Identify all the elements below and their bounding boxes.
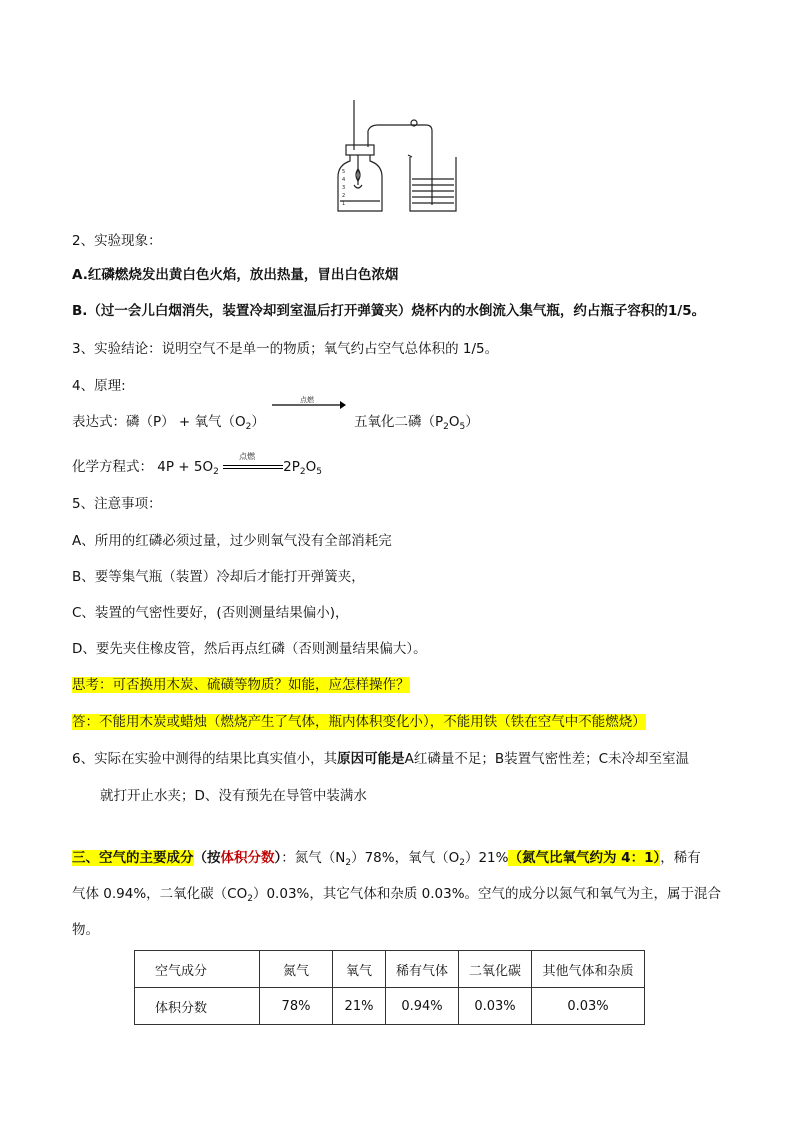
think-question: 思考：可否换用木炭、硫磺等物质？如能，应怎样操作？ bbox=[72, 677, 410, 693]
note-b: B、要等集气瓶（装置）冷却后才能打开弹簧夹， bbox=[72, 569, 365, 585]
part-3-line1: 三、空气的主要成分（按体积分数）：氮气$(N_2)78\%$，氧气$(O_2)21\%$（氮气比氧气约为 4：1），稀有 bbox=[72, 850, 701, 868]
table-header-cell: 稀有气体 bbox=[386, 951, 459, 988]
section-4-title: 4、原理: bbox=[72, 378, 126, 394]
svg-text:3: 3 bbox=[342, 185, 346, 191]
chemical-equation: 化学方程式： $4P + 5O_2$ 点燃 $2P_2O_5$ bbox=[72, 452, 323, 477]
section-6-line1: 6、实际在实验中测得的结果比真实值小，其原因可能是A红磷量不足；B装置气密性差；C未冷却至室温 bbox=[72, 751, 690, 767]
table-header-cell: 氮气 bbox=[260, 951, 333, 988]
observation-a: A.红磷燃烧发出黄白色火焰，放出热量，冒出白色浓烟 bbox=[72, 267, 399, 283]
table-cell: 21% bbox=[333, 988, 386, 1025]
svg-text:1: 1 bbox=[342, 201, 346, 207]
word-expression: 表达式：磷（P） + 氧气$(O_2)$ bbox=[72, 414, 265, 432]
answer-text: 答：不能用木炭或蜡烛（燃烧产生了气体，瓶内体积变化小），不能用铁（铁在空气中不能燃烧） bbox=[72, 714, 646, 730]
table-row bbox=[135, 988, 645, 1025]
equation-condition-label: 点燃 bbox=[239, 452, 256, 461]
svg-text:4: 4 bbox=[342, 177, 346, 183]
table-cell: 0.94% bbox=[386, 988, 459, 1025]
table-header-row bbox=[135, 951, 645, 988]
table-header-cell: 氧气 bbox=[333, 951, 386, 988]
part-3-heading: 三、空气的主要成分 bbox=[72, 850, 194, 866]
reaction-arrow bbox=[270, 394, 346, 410]
word-expression-product: 五氧化二磷$(P_2O_5)$ bbox=[354, 414, 479, 432]
section-2-title: 2、实验现象： bbox=[72, 233, 162, 249]
table-header-cell: 二氧化碳 bbox=[459, 951, 532, 988]
svg-text:2: 2 bbox=[342, 193, 346, 199]
table-cell: 体积分数 bbox=[135, 988, 260, 1025]
ratio-highlight: （氮气比氧气约为 4：1） bbox=[508, 850, 661, 866]
table-cell: 0.03% bbox=[459, 988, 532, 1025]
note-a: A、所用的红磷必须过量，过少则氧气没有全部消耗完 bbox=[72, 533, 392, 549]
note-c: C、装置的气密性要好，(否则测量结果偏小)， bbox=[72, 605, 349, 621]
section-5-title: 5、注意事项： bbox=[72, 496, 162, 512]
table-header-cell: 其他气体和杂质 bbox=[532, 951, 645, 988]
table-cell: 0.03% bbox=[532, 988, 645, 1025]
section-3-conclusion: 3、实验结论：说明空气不是单一的物质；氧气约占空气总体积的 1/5。 bbox=[72, 341, 499, 357]
part-3-line3: 物。 bbox=[72, 922, 99, 938]
arrow-condition-label: 点燃 bbox=[300, 396, 314, 404]
part-3-line2: 气体 0.94%，二氧化碳$(CO_2)0.03\%$，其它气体和杂质 0.03%。空气的成分以氮气和氧气为主，属于混合 bbox=[72, 886, 722, 904]
observation-b: B.（过一会儿白烟消失，装置冷却到室温后打开弹簧夹）烧杯内的水倒流入集气瓶，约占瓶子容积的1/5。 bbox=[72, 303, 706, 319]
note-d: D、要先夹住橡皮管，然后再点红磷（否则测量结果偏大）。 bbox=[72, 641, 427, 657]
table-cell: 78% bbox=[260, 988, 333, 1025]
svg-text:5: 5 bbox=[342, 169, 346, 175]
volume-fraction-label: 体积分数 bbox=[220, 850, 275, 866]
apparatus-figure bbox=[330, 95, 470, 215]
table-header-cell: 空气成分 bbox=[135, 951, 260, 988]
air-composition-table bbox=[134, 950, 645, 1025]
section-6-line2: 就打开止水夹；D、没有预先在导管中装满水 bbox=[100, 788, 367, 804]
